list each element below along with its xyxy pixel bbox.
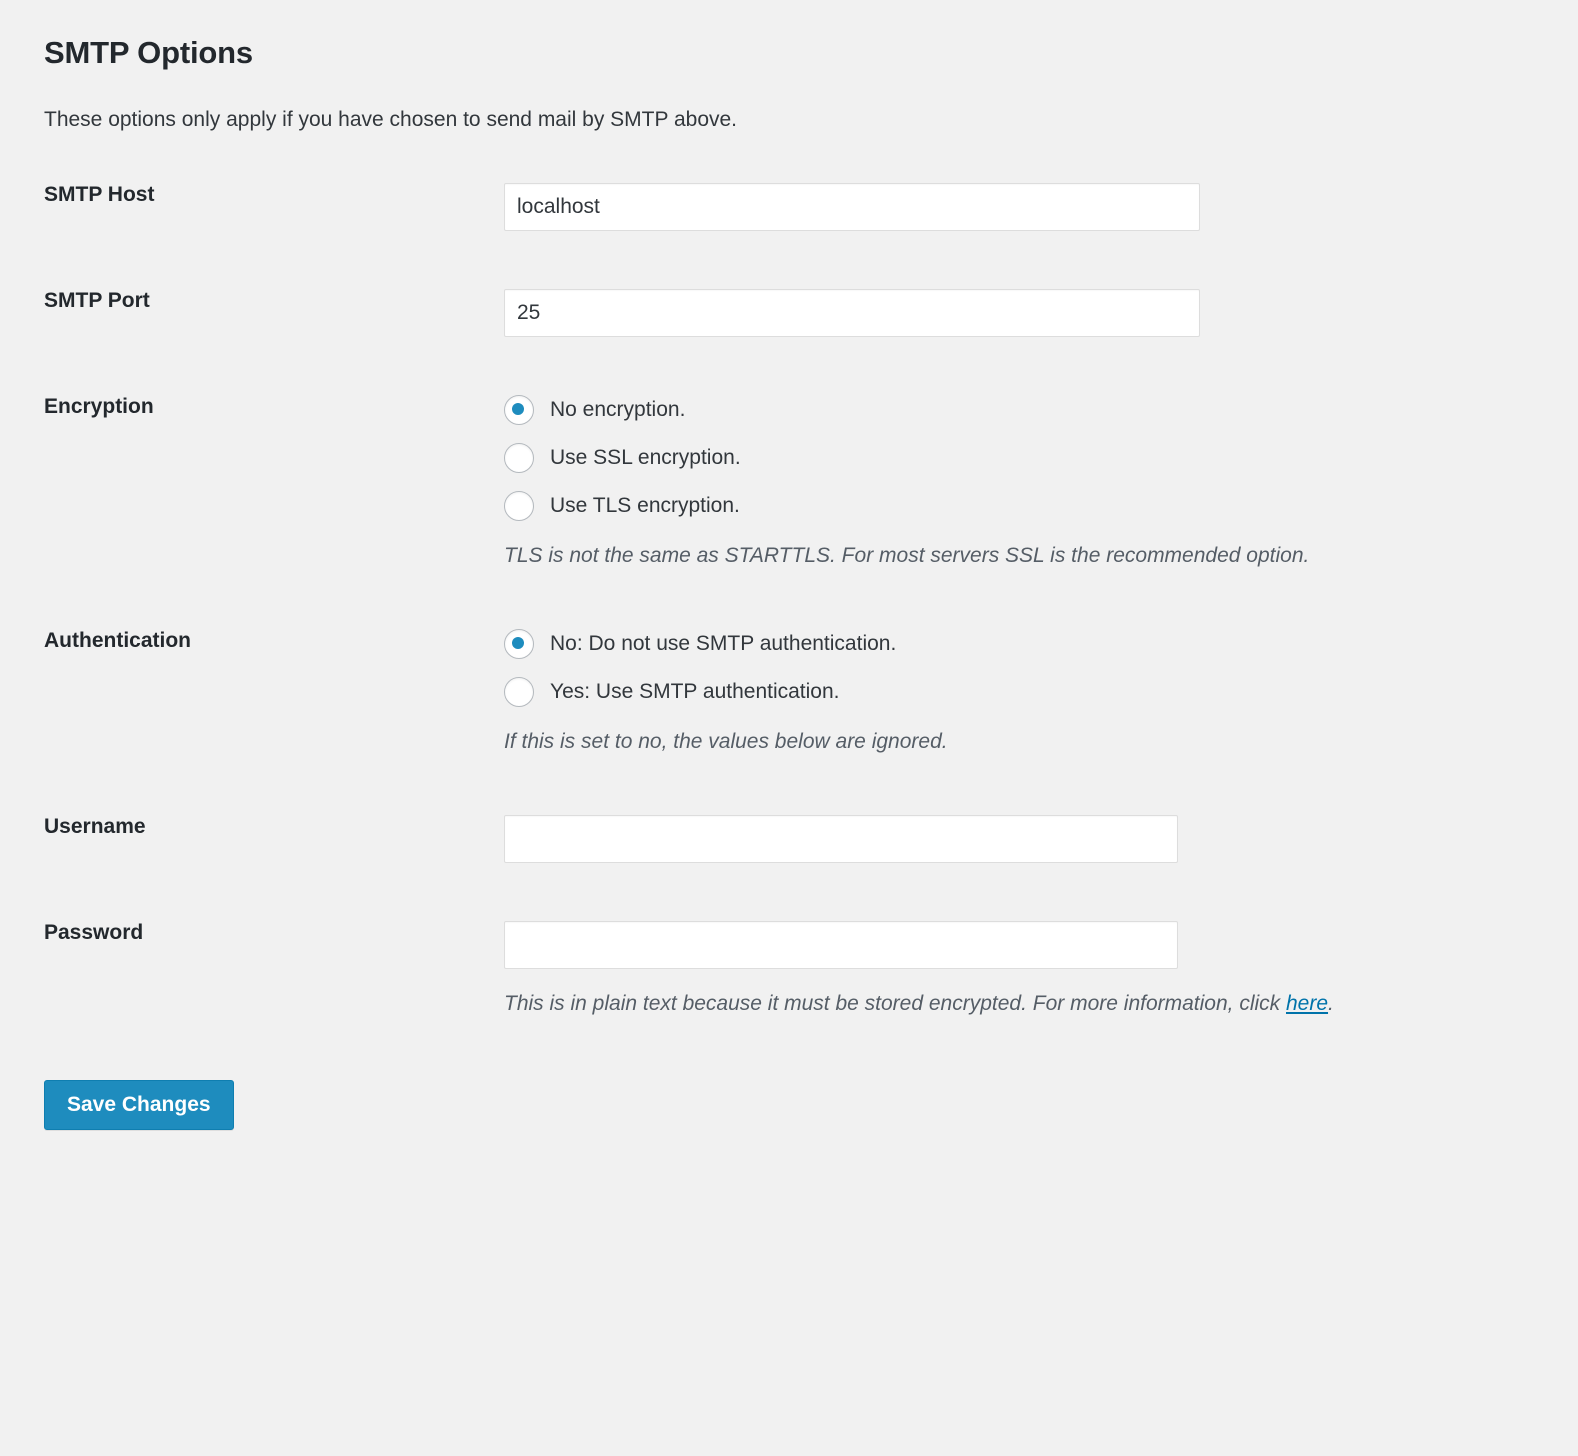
authentication-hint: If this is set to no, the values below are ignored.: [504, 730, 948, 754]
password-hint: [504, 989, 1534, 1019]
username-label: Username: [44, 815, 146, 839]
password-hint-link[interactable]: here: [1286, 992, 1329, 1016]
row-spacer: [44, 757, 1534, 815]
password-hint-text-before: This is in plain text because it must be stored encrypted. For more information, click: [504, 992, 1286, 1016]
radio-icon[interactable]: [504, 443, 534, 473]
encryption-hint: TLS is not the same as STARTTLS. For most servers SSL is the recommended option.: [504, 543, 1310, 567]
authentication-option-no[interactable]: [504, 629, 1534, 659]
encryption-option-none-label: No encryption.: [550, 397, 686, 421]
smtp-host-label: SMTP Host: [44, 182, 155, 206]
smtp-options-form: [44, 183, 1534, 1020]
encryption-option-none[interactable]: [504, 395, 1534, 425]
password-label: Password: [44, 921, 144, 945]
row-spacer: [44, 571, 1534, 629]
smtp-host-input[interactable]: [504, 183, 1200, 231]
encryption-option-tls[interactable]: [504, 491, 1534, 521]
encryption-radio-group: [504, 395, 1534, 521]
page-title: SMTP Options: [44, 35, 253, 70]
smtp-port-label: SMTP Port: [44, 288, 150, 312]
field-row-username: [44, 815, 1534, 863]
radio-icon[interactable]: [504, 491, 534, 521]
field-row-encryption: [44, 395, 1534, 571]
save-changes-button[interactable]: Save Changes: [44, 1080, 234, 1130]
section-description: These options only apply if you have chosen to send mail by SMTP above.: [44, 108, 738, 132]
authentication-option-no-label: No: Do not use SMTP authentication.: [550, 632, 897, 656]
password-hint-text-after: .: [1328, 992, 1334, 1016]
field-row-password: [44, 921, 1534, 1019]
field-row-smtp-host: [44, 183, 1534, 231]
authentication-option-yes[interactable]: [504, 677, 1534, 707]
encryption-label: Encryption: [44, 394, 154, 418]
radio-icon[interactable]: [504, 395, 534, 425]
smtp-port-input[interactable]: [504, 289, 1200, 337]
authentication-label: Authentication: [44, 629, 191, 653]
encryption-option-tls-label: Use TLS encryption.: [550, 493, 740, 517]
radio-icon[interactable]: [504, 677, 534, 707]
field-row-smtp-port: [44, 289, 1534, 337]
password-input[interactable]: [504, 921, 1178, 969]
submit-area: [44, 1020, 1578, 1130]
authentication-option-yes-label: Yes: Use SMTP authentication.: [550, 680, 840, 704]
row-spacer: [44, 231, 1534, 289]
row-spacer: [44, 863, 1534, 921]
encryption-option-ssl-label: Use SSL encryption.: [550, 445, 741, 469]
row-spacer: [44, 337, 1534, 395]
encryption-option-ssl[interactable]: [504, 443, 1534, 473]
radio-icon[interactable]: [504, 629, 534, 659]
authentication-radio-group: [504, 629, 1534, 707]
field-row-authentication: [44, 629, 1534, 757]
username-input[interactable]: [504, 815, 1178, 863]
